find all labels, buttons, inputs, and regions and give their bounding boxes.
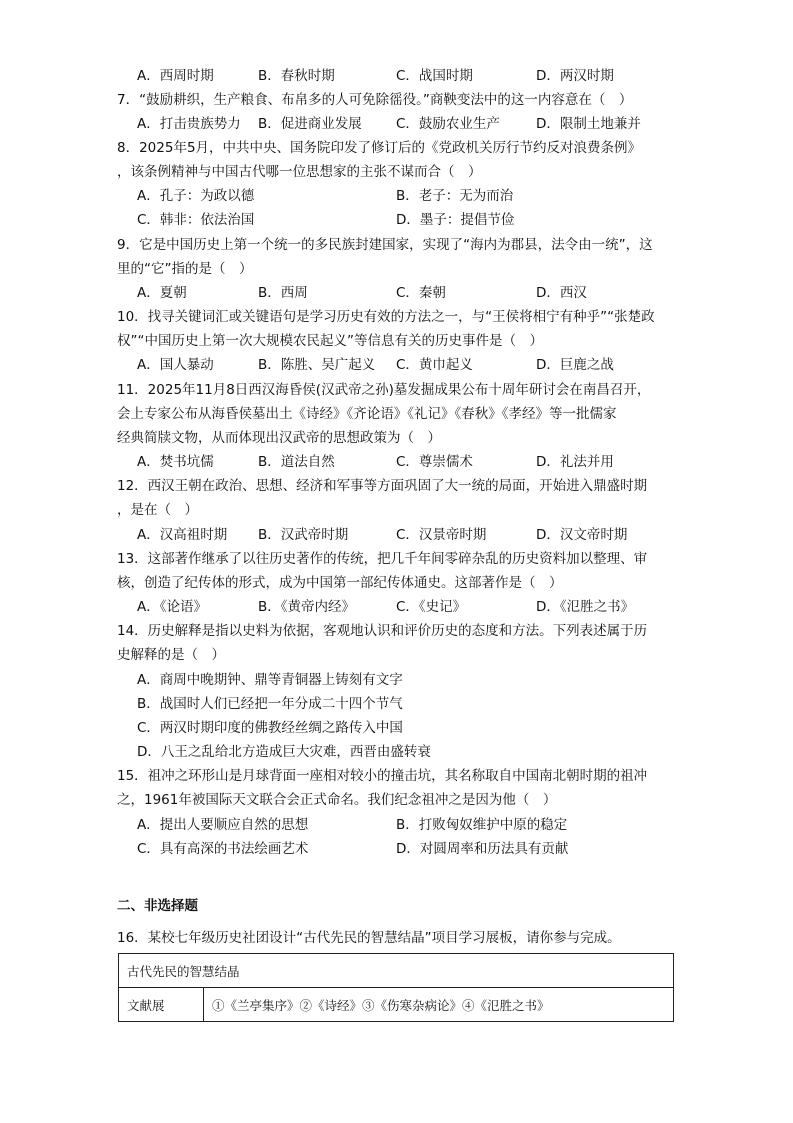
q12-option-a: A．汉高祖时期 [137,527,228,543]
q8-option-a: A．孔子：为政以德 [137,188,255,204]
exhibit-table [118,953,674,1022]
q7-option-c: C．鼓励农业生产 [396,116,500,132]
q10-stem-line-1: 10．找寻关键词汇或关键语句是学习历史有效的方法之一，与“王侯将相宁有种乎”“张楚政 [117,309,655,325]
exhibit-row-content: ①《兰亭集序》②《诗经》③《伤寒杂病论》④《氾胜之书》 [204,988,674,1022]
q11-option-d: D．礼法并用 [536,454,614,470]
q6-option-c: C．战国时期 [396,68,473,84]
q10-stem-line-2: 权”“中国历史上第一次大规模农民起义”等信息有关的历史事件是（ ） [117,333,543,349]
exhibit-row-label: 文献展 [119,988,204,1022]
section-heading: 二、非选择题 [117,898,198,914]
q15-stem-line-1: 15．祖冲之环形山是月球背面一座相对较小的撞击坑，其名称取自中国南北朝时期的祖冲 [117,768,648,784]
q7-option-a: A．打击贵族势力 [137,116,241,132]
q10-option-c: C．黄巾起义 [396,357,473,373]
q14-option-c: C．两汉时期印度的佛教经丝绸之路传入中国 [137,720,403,736]
q9-option-b: B．西周 [258,285,308,301]
q13-option-a: A．《论语》 [137,599,207,615]
q15-option-d: D．对圆周率和历法具有贡献 [396,841,569,857]
q8-option-d: D．墨子：提倡节俭 [396,212,515,228]
q13-stem-line-1: 13．这部著作继承了以往历史著作的传统，把几千年间零碎杂乱的历史资料加以整理、审 [117,551,648,567]
q6-option-a: A．西周时期 [137,68,214,84]
q14-option-d: D．八王之乱给北方造成巨大灾难，西晋由盛转衰 [137,744,431,760]
q12-stem-line-1: 12．西汉王朝在政治、思想、经济和军事等方面巩固了大一统的局面，开始进入鼎盛时期 [117,478,648,494]
q10-option-d: D．巨鹿之战 [536,357,614,373]
q10-option-a: A．国人暴动 [137,357,214,373]
q11-stem-line-1: 11．2025年11月8日西汉海昏侯(汉武帝之孙)墓发掘成果公布十周年研讨会在南昌召开， [117,382,651,398]
q13-stem-line-2: 核，创造了纪传体的形式，成为中国第一部纪传体通史。这部著作是（ ） [117,575,563,591]
q15-stem-line-2: 之，1961年被国际天文联合会正式命名。我们纪念祖冲之是因为他（ ） [117,792,557,808]
q12-option-d: D．汉文帝时期 [536,527,628,543]
q12-option-c: C．汉景帝时期 [396,527,487,543]
q8-option-c: C．韩非：依法治国 [137,212,255,228]
q12-stem-line-2: ，是在（ ） [117,502,198,518]
q13-option-b: B．《黄帝内经》 [258,599,356,615]
q13-option-d: D．《氾胜之书》 [536,599,635,615]
q10-option-b: B．陈胜、吴广起义 [258,357,376,373]
q16-stem: 16．某校七年级历史社团设计“古代先民的智慧结晶”项目学习展板，请你参与完成。 [117,930,621,946]
q9-option-a: A．夏朝 [137,285,187,301]
q7-stem: 7．“鼓励耕织，生产粮食、布帛多的人可免除徭役。”商鞅变法中的这一内容意在（ ） [117,92,633,108]
q6-option-d: D．两汉时期 [536,68,614,84]
q6-option-b: B．春秋时期 [258,68,335,84]
q8-stem-line-2: ，该条例精神与中国古代哪一位思想家的主张不谋而合（ ） [117,164,482,180]
q15-option-c: C．具有高深的书法绘画艺术 [137,841,309,857]
q11-option-b: B．道法自然 [258,454,335,470]
q8-option-b: B．老子：无为而治 [396,188,514,204]
q9-option-c: C．秦朝 [396,285,446,301]
q8-stem-line-1: 8．2025年5月，中共中央、国务院印发了修订后的《党政机关厉行节约反对浪费条例》 [117,140,642,156]
q15-option-b: B．打败匈奴维护中原的稳定 [396,817,568,833]
q11-option-a: A．焚书坑儒 [137,454,214,470]
q14-option-a: A．商周中晚期钟、鼎等青铜器上铸刻有文字 [137,672,403,688]
q15-option-a: A．提出人要顺应自然的思想 [137,817,309,833]
exhibit-table-title: 古代先民的智慧结晶 [119,954,674,988]
q12-option-b: B．汉武帝时期 [258,527,349,543]
q14-stem-line-2: 史解释的是（ ） [117,647,225,663]
q11-option-c: C．尊崇儒术 [396,454,473,470]
q9-stem-line-2: 里的“它”指的是（ ） [117,261,253,277]
q14-option-b: B．战国时人们已经把一年分成二十四个节气 [137,696,403,712]
q9-option-d: D．西汉 [536,285,587,301]
q7-option-d: D．限制土地兼并 [536,116,641,132]
q11-stem-line-2: 会上专家公布从海昏侯墓出土《诗经》《齐论语》《礼记》《春秋》《孝经》等一批儒家 [117,406,617,422]
q9-stem-line-1: 9．它是中国历史上第一个统一的多民族封建国家，实现了“海内为郡县，法令由一统”，这 [117,237,653,253]
q14-stem-line-1: 14．历史解释是指以史料为依据，客观地认识和评价历史的态度和方法。下列表述属于历 [117,623,648,639]
q7-option-b: B．促进商业发展 [258,116,362,132]
q13-option-c: C．《史记》 [396,599,467,615]
q11-stem-line-3: 经典简牍文物，从而体现出汉武帝的思想政策为（ ） [117,430,441,446]
